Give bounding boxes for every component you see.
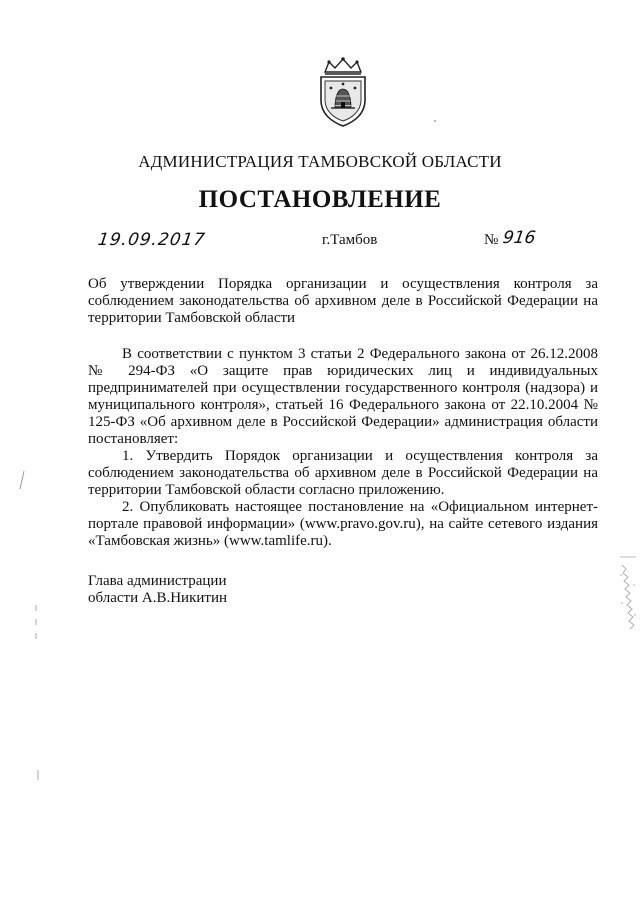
signature-line-2: области А.В.Никитин — [88, 590, 228, 606]
scan-mark — [33, 605, 39, 645]
coat-of-arms-icon — [313, 56, 373, 128]
scan-mark — [18, 470, 26, 490]
document-number: 916 — [501, 228, 537, 248]
document-body — [88, 346, 598, 550]
document-type: ПОСТАНОВЛЕНИЕ — [198, 186, 442, 213]
document-title: Об утверждении Порядка организации и осуществления контроля за соблюдением законодательства об архивном деле в Российской Федерации на территории Тамбовской области — [88, 276, 598, 326]
item-1-paragraph: 1. Утвердить Порядок организации и осуществления контроля за соблюдением законодательства об архивном деле в Российской Федерации на территории Тамбовской области согласно приложению. — [88, 448, 598, 498]
document-date: 19.09.2017 — [96, 230, 207, 250]
scan-noise-mark — [616, 555, 638, 633]
scan-mark — [432, 118, 438, 124]
organization-name: АДМИНИСТРАЦИЯ ТАМБОВСКОЙ ОБЛАСТИ — [138, 152, 502, 171]
item-2-paragraph: 2. Опубликовать настоящее постановление на «Официальном интернет-портале правовой информации» (www.pravo.gov.ru), на сайте сетевого издания «Тамбовская жизнь» (www.tamlife.ru). — [88, 499, 598, 549]
signature-block — [88, 573, 227, 607]
scan-mark — [36, 770, 40, 780]
document-number-label: № — [484, 232, 499, 248]
document-city: г.Тамбов — [322, 232, 378, 248]
preamble-paragraph: В соответствии с пунктом 3 статьи 2 Федерального закона от 26.12.2008 № 294-ФЗ «О защите прав юридических лиц и индивидуальных предпринимателей при осуществлении государственного контроля (надзора) и муниципального контроля», статьей 16 Федерального закона от 22.10.2004 № 125-ФЗ «Об архивном деле в Российской Федерации» администрация области постановляет: — [88, 346, 598, 447]
signature-line-1: Глава администрации — [88, 573, 227, 589]
